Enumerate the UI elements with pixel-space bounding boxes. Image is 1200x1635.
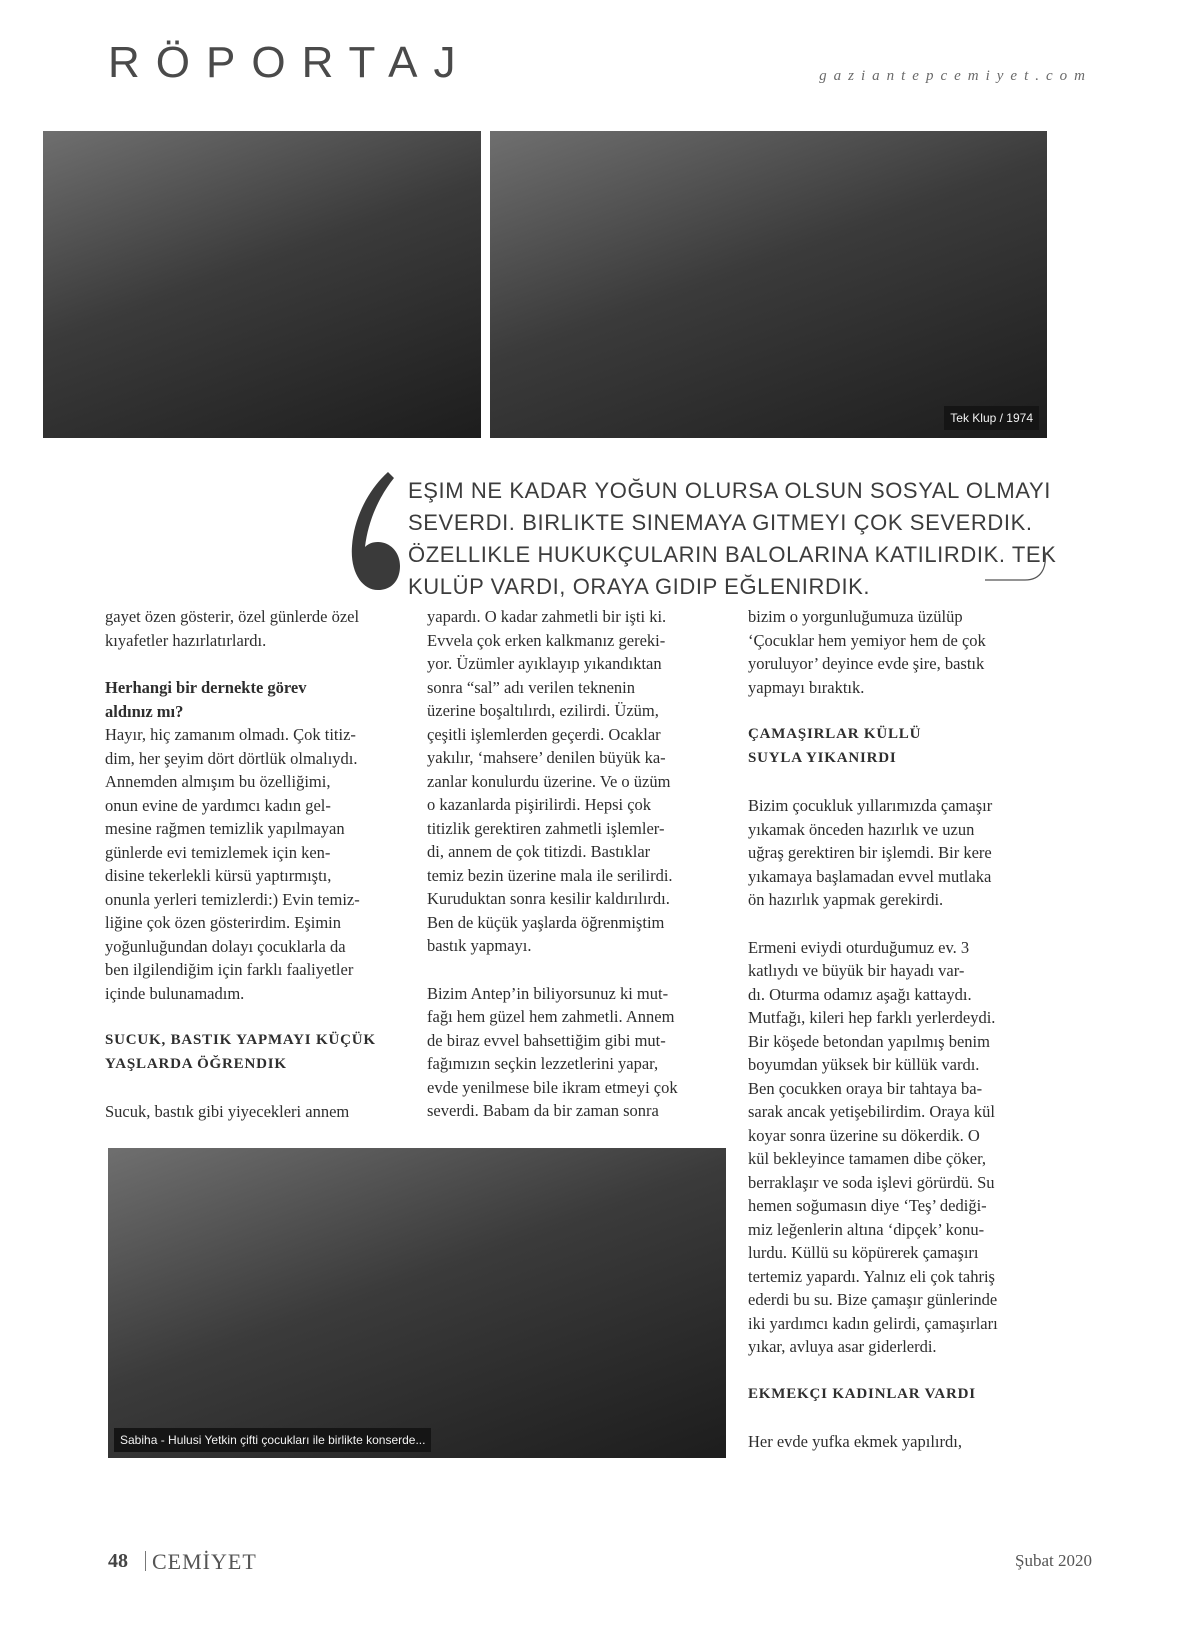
subheading: SUCUK, BASTIK YAPMAYI KÜÇÜK YAŞLARDA ÖĞRENDIK [105,1032,376,1072]
page-number: 48 [108,1550,128,1572]
paragraph: Bizim çocukluk yıllarımızda çamaşır yıkamak önceden hazırlık ve uzun uğraş gerektiren bir işlemdi. Bir kere yıkamaya başlamadan evvel mutlaka ön hazırlık yapmak gerekirdi. [748,796,993,909]
column-2 [427,605,729,1123]
interview-question: Herhangi bir dernekte görev aldınız mı? [105,678,307,721]
section-title: RÖPORTAJ [108,38,472,87]
tek-klup-photo [490,131,1047,438]
paragraph: Hayır, hiç zamanım olmadı. Çok titiz- dim, her şeyim dört dörtlük olmalıydı. Annemden almışım bu özelliğimi, onun evine de yardımcı kadın gel- mesine rağmen temizlik yapılmayan günlerde evi temizlemek için ken- disine tekerlekli kürsü yaptırmıştı, onunla yerleri temizlerdi:) Evin temiz- liğine çok özen gösterirdim. Eşimin yoğunluğundan dolayı çocuklarla da ben ilgilendiğim için farklı faaliyetler içinde bulunamadım. [105,725,360,1003]
paragraph: Her evde yufka ekmek yapılırdı, [748,1432,962,1451]
column-1 [105,605,407,1124]
footer-divider [145,1551,146,1571]
issue-date: Şubat 2020 [1015,1551,1092,1570]
paragraph: bizim o yorgunluğumuza üzülüp ‘Çocuklar hem yemiyor hem de çok yoruluyor’ deyince evde şire, bastık yapmayı bıraktık. [748,607,986,697]
paragraph: gayet özen gösterir, özel günlerde özel kıyafetler hazırlatırlardı. [105,607,360,650]
magazine-name: CEMİYET [152,1549,257,1574]
photo-caption: Sabiha - Hulusi Yetkin çifti çocukları ile birlikte konserde... [114,1428,431,1452]
paragraph: Sucuk, bastık gibi yiyecekleri annem [105,1102,350,1121]
site-url[interactable]: gaziantepcemiyet.com [819,68,1092,84]
pull-quote: EŞIM NE KADAR YOĞUN OLURSA OLSUN SOSYAL OLMAYI SEVERDI. BIRLIKTE SINEMAYA GITMEYI ÇOK SEVERDIK. ÖZELLIKLE HUKUKÇULARIN BALOLARINA KATILIRDIK. TEK KULÜP VARDI, ORAYA GIDIP EĞLENIRDIK. [408,478,1057,599]
family-dinner-photo [43,131,481,438]
photo-placeholder [108,1148,726,1458]
paragraph: Bizim Antep’in biliyorsunuz ki mut- fağı hem güzel hem zahmetli. Annem de biraz evvel bahsettiğim gibi mut- fağımızın seçkin lezzetlerini yapar, evde yenilmese bile ikram etmeyi çok severdi. Babam da bir zaman sonra [427,983,678,1120]
quote-mark-icon [348,468,402,596]
concert-photo [108,1148,726,1458]
column-3 [748,605,1053,1454]
quote-flourish [985,550,1055,585]
paragraph: yapardı. O kadar zahmetli bir işti ki. Evvela çok erken kalkmanız gereki- yor. Üzümler ayıklayıp yıkandıktan sonra “sal” adı verilen teknenin üzerine boşaltılırdı, ezilirdi. Üzüm, çeşitli işlemlerden geçerdi. Ocaklar yakılır, ‘mahsere’ denilen büyük ka- zanlar konulurdu üzerine. Ve o üzüm o kazanlarda pişirilirdi. Hepsi çok titizlik gerektiren zahmetli işlemler- di, annem de çok titizdi. Bastıklar temiz bezin üzerine mala ile serilirdi. Kuruduktan sonra kesilir kaldırılırdı. Ben de küçük yaşlarda öğrenmiştim bastık yapmayı. [427,607,673,955]
paragraph: Ermeni eviydi oturduğumuz ev. 3 katlıydı ve büyük bir hayadı var- dı. Oturma odamız aşağı kattaydı. Mutfağı, kileri hep farklı yerlerdeydi. Bir köşede betondan yapılmış benim boyumdan yüksek bir küllük vardı. Ben çocukken oraya bir tahtaya ba- sarak ancak yetişebilirdim. Oraya kül koyar sonra üzerine su dökerdik. O kül bekleyince tamamen dibe çöker, berraklaşır ve soda işlevi görürdü. Su hemen soğumasın diye ‘Teş’ dediği- miz leğenlerin altına ‘dipçek’ konu- lurdu. Küllü su köpürerek çamaşırı tertemiz yapardı. Yalnız eli çok tahriş ederdi bu su. Bize çamaşır günlerinde iki yardımcı kadın gelirdi, çamaşırları yıkar, avluya asar giderlerdi. [748,937,998,1356]
photo-placeholder [490,131,1047,438]
photo-caption: Tek Klup / 1974 [944,406,1039,430]
photo-placeholder [43,131,481,438]
subheading: ÇAMAŞIRLAR KÜLLÜ SUYLA YIKANIRDI [748,726,922,766]
subheading: EKMEKÇI KADINLAR VARDI [748,1385,976,1402]
